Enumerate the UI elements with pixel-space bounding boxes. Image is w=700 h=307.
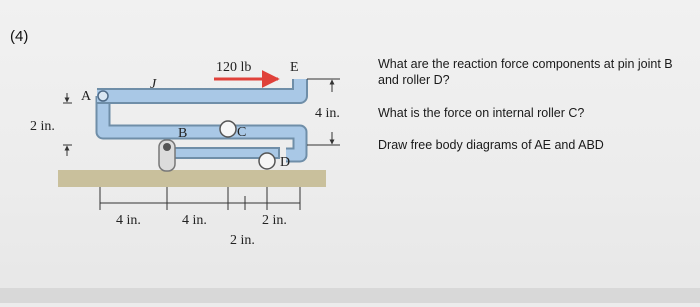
label-dim-bottom-2: 4 in. <box>182 213 207 228</box>
label-dim-bottom-1: 4 in. <box>116 213 141 228</box>
pin-a <box>98 91 108 101</box>
label-c: C <box>237 125 247 140</box>
member-ae-top-body <box>97 79 300 96</box>
question-3: Draw free body diagrams of AE and ABD <box>378 138 604 152</box>
label-dim-bottom-3: 2 in. <box>262 213 287 228</box>
label-a: A <box>81 89 92 104</box>
label-d: D <box>280 155 291 170</box>
label-dim-left-height: 2 in. <box>30 119 55 134</box>
problem-number: (4) <box>10 28 29 45</box>
question-2: What is the force on internal roller C? <box>378 106 585 120</box>
label-b: B <box>178 126 188 141</box>
pin-b <box>163 143 171 151</box>
label-j: J <box>150 77 157 92</box>
label-dim-right-height: 4 in. <box>315 106 340 121</box>
roller-d <box>259 153 275 169</box>
label-dim-bottom-4: 2 in. <box>230 233 255 248</box>
roller-c <box>220 121 236 137</box>
label-e: E <box>290 60 299 75</box>
label-load: 120 lb <box>216 60 252 75</box>
ground <box>58 170 326 187</box>
question-1: What are the reaction force components at pin joint B and roller D? <box>378 57 673 87</box>
